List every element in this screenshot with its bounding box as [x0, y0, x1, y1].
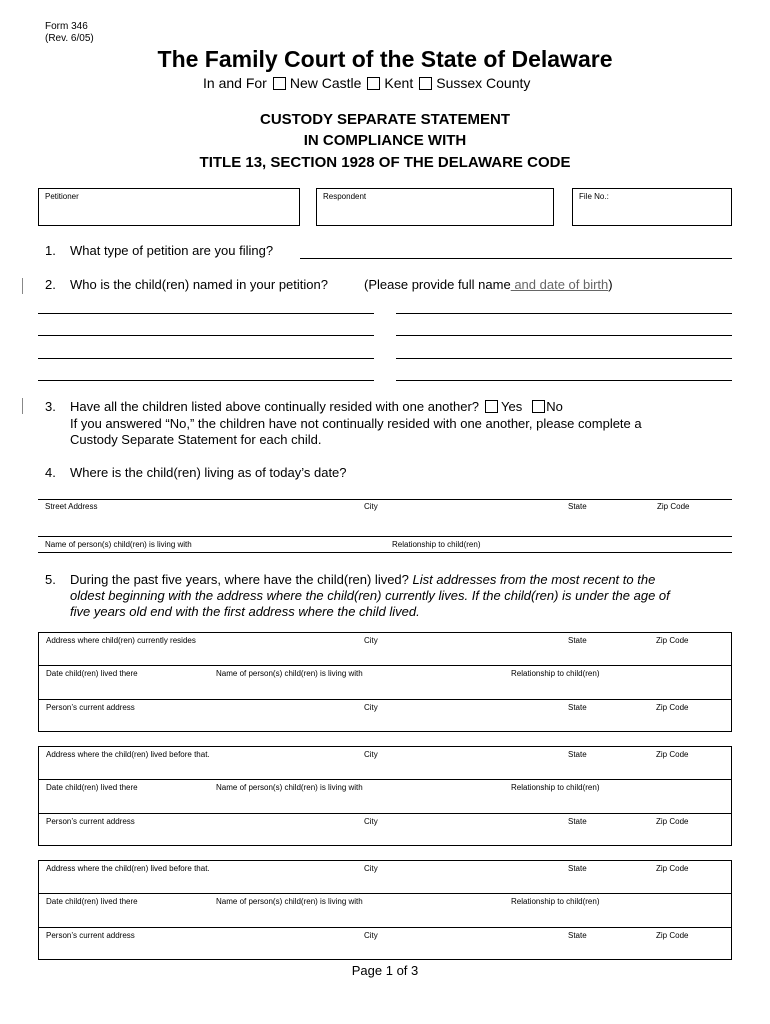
new-castle-label: New Castle — [289, 75, 362, 91]
row-divider — [39, 699, 731, 700]
q4-city-label: City — [364, 502, 378, 511]
q5-line-3: five years old end with the first address where the child lived. — [70, 604, 420, 619]
respondent-field[interactable] — [316, 188, 554, 226]
respondent-label: Respondent — [323, 192, 367, 201]
kent-checkbox[interactable] — [367, 77, 380, 90]
q4-street-label: Street Address — [45, 502, 98, 511]
dates-label: Date child(ren) lived there — [46, 783, 138, 792]
q1-answer-line[interactable] — [300, 258, 732, 259]
q1-text: What type of petition are you filing? — [70, 243, 274, 258]
city-label: City — [364, 864, 378, 873]
address-block[interactable] — [38, 746, 732, 846]
file-number-label: File No.: — [579, 192, 609, 201]
state-label: State — [568, 864, 587, 873]
city-label: City — [364, 750, 378, 759]
address-label: Address where the child(ren) lived before that. — [46, 864, 210, 873]
q4-bottom-rule — [38, 552, 732, 553]
current-address-label: Person’s current address — [46, 817, 135, 826]
q5-number: 5. — [45, 572, 56, 587]
q4-living-with-label: Name of person(s) child(ren) is living with — [45, 540, 192, 549]
q3-line-3: Custody Separate Statement for each child. — [70, 432, 322, 447]
q5-line-1-italic: List addresses from the most recent to the — [408, 572, 656, 587]
city-label: City — [364, 703, 378, 712]
yes-label: Yes — [501, 399, 523, 414]
q2-note — [364, 277, 613, 292]
q4-mid-rule — [38, 536, 732, 537]
q5-line-1 — [70, 572, 655, 587]
no-checkbox[interactable] — [532, 400, 545, 413]
q2-note-b: and date of birth — [510, 277, 609, 292]
q2-note-a: (Please provide full name — [364, 277, 511, 292]
q4-top-rule — [38, 499, 732, 500]
county-selector — [203, 75, 530, 91]
heading-line-2: IN COMPLIANCE WITH — [303, 132, 467, 149]
petitioner-label: Petitioner — [45, 192, 79, 201]
child-name-line[interactable] — [38, 335, 374, 336]
living-with-label: Name of person(s) child(ren) is living with — [216, 783, 363, 792]
change-bar — [22, 278, 23, 294]
address-block[interactable] — [38, 632, 732, 732]
q4-state-label: State — [568, 502, 587, 511]
zip-label: Zip Code — [656, 703, 689, 712]
change-bar — [22, 398, 23, 414]
q2-text: Who is the child(ren) named in your petition? — [70, 277, 328, 292]
state-label: State — [568, 703, 587, 712]
kent-label: Kent — [384, 75, 414, 91]
page-number: Page 1 of 3 — [351, 963, 419, 978]
address-block[interactable] — [38, 860, 732, 960]
child-name-line[interactable] — [38, 380, 374, 381]
q3-line-2: If you answered “No,” the children have not continually resided with one another, please complete a — [70, 416, 642, 431]
living-with-label: Name of person(s) child(ren) is living with — [216, 669, 363, 678]
relationship-label: Relationship to child(ren) — [511, 783, 600, 792]
state-label: State — [568, 817, 587, 826]
dates-label: Date child(ren) lived there — [46, 669, 138, 678]
address-label: Address where child(ren) currently resides — [46, 636, 196, 645]
row-divider — [39, 779, 731, 780]
q2-number: 2. — [45, 277, 56, 292]
row-divider — [39, 813, 731, 814]
heading-line-1: CUSTODY SEPARATE STATEMENT — [259, 111, 511, 128]
child-name-line[interactable] — [396, 358, 732, 359]
q5-line-1-plain: During the past five years, where have the child(ren) lived? — [70, 572, 409, 587]
sussex-label: Sussex County — [436, 75, 531, 91]
row-divider — [39, 927, 731, 928]
q3-number: 3. — [45, 399, 56, 414]
state-label: State — [568, 636, 587, 645]
zip-label: Zip Code — [656, 817, 689, 826]
court-title: The Family Court of the State of Delaware — [157, 46, 613, 72]
row-divider — [39, 893, 731, 894]
child-name-line[interactable] — [38, 358, 374, 359]
sussex-checkbox[interactable] — [419, 77, 432, 90]
heading-line-3: TITLE 13, SECTION 1928 OF THE DELAWARE CODE — [199, 154, 571, 171]
relationship-label: Relationship to child(ren) — [511, 669, 600, 678]
city-label: City — [364, 931, 378, 940]
q4-zip-label: Zip Code — [657, 502, 690, 511]
no-label: No — [546, 399, 563, 414]
q3-text: Have all the children listed above continually resided with one another? — [70, 399, 480, 414]
q4-relationship-label: Relationship to child(ren) — [392, 540, 481, 549]
zip-label: Zip Code — [656, 750, 689, 759]
city-label: City — [364, 636, 378, 645]
yes-checkbox[interactable] — [485, 400, 498, 413]
petitioner-field[interactable] — [38, 188, 300, 226]
current-address-label: Person’s current address — [46, 931, 135, 940]
zip-label: Zip Code — [656, 636, 689, 645]
form-number-text: Form 346 — [45, 21, 88, 32]
q2-note-c: ) — [608, 277, 613, 292]
q4-number: 4. — [45, 465, 56, 480]
new-castle-checkbox[interactable] — [273, 77, 286, 90]
address-label: Address where the child(ren) lived before that. — [46, 750, 210, 759]
city-label: City — [364, 817, 378, 826]
form-revision-text: (Rev. 6/05) — [45, 33, 94, 44]
q3-question — [70, 399, 563, 414]
in-and-for-label: In and For — [203, 75, 267, 91]
zip-label: Zip Code — [656, 864, 689, 873]
file-number-field[interactable] — [572, 188, 732, 226]
child-name-line[interactable] — [396, 313, 732, 314]
child-name-line[interactable] — [396, 335, 732, 336]
child-name-line[interactable] — [396, 380, 732, 381]
row-divider — [39, 665, 731, 666]
state-label: State — [568, 931, 587, 940]
state-label: State — [568, 750, 587, 759]
q1-number: 1. — [45, 243, 56, 258]
current-address-label: Person’s current address — [46, 703, 135, 712]
child-name-line[interactable] — [38, 313, 374, 314]
living-with-label: Name of person(s) child(ren) is living with — [216, 897, 363, 906]
form-number — [45, 21, 94, 45]
q4-text: Where is the child(ren) living as of today’s date? — [70, 465, 347, 480]
relationship-label: Relationship to child(ren) — [511, 897, 600, 906]
q5-line-2: oldest beginning with the address where the child(ren) currently lives. If the child(ren) is under the age of — [70, 588, 670, 603]
dates-label: Date child(ren) lived there — [46, 897, 138, 906]
zip-label: Zip Code — [656, 931, 689, 940]
